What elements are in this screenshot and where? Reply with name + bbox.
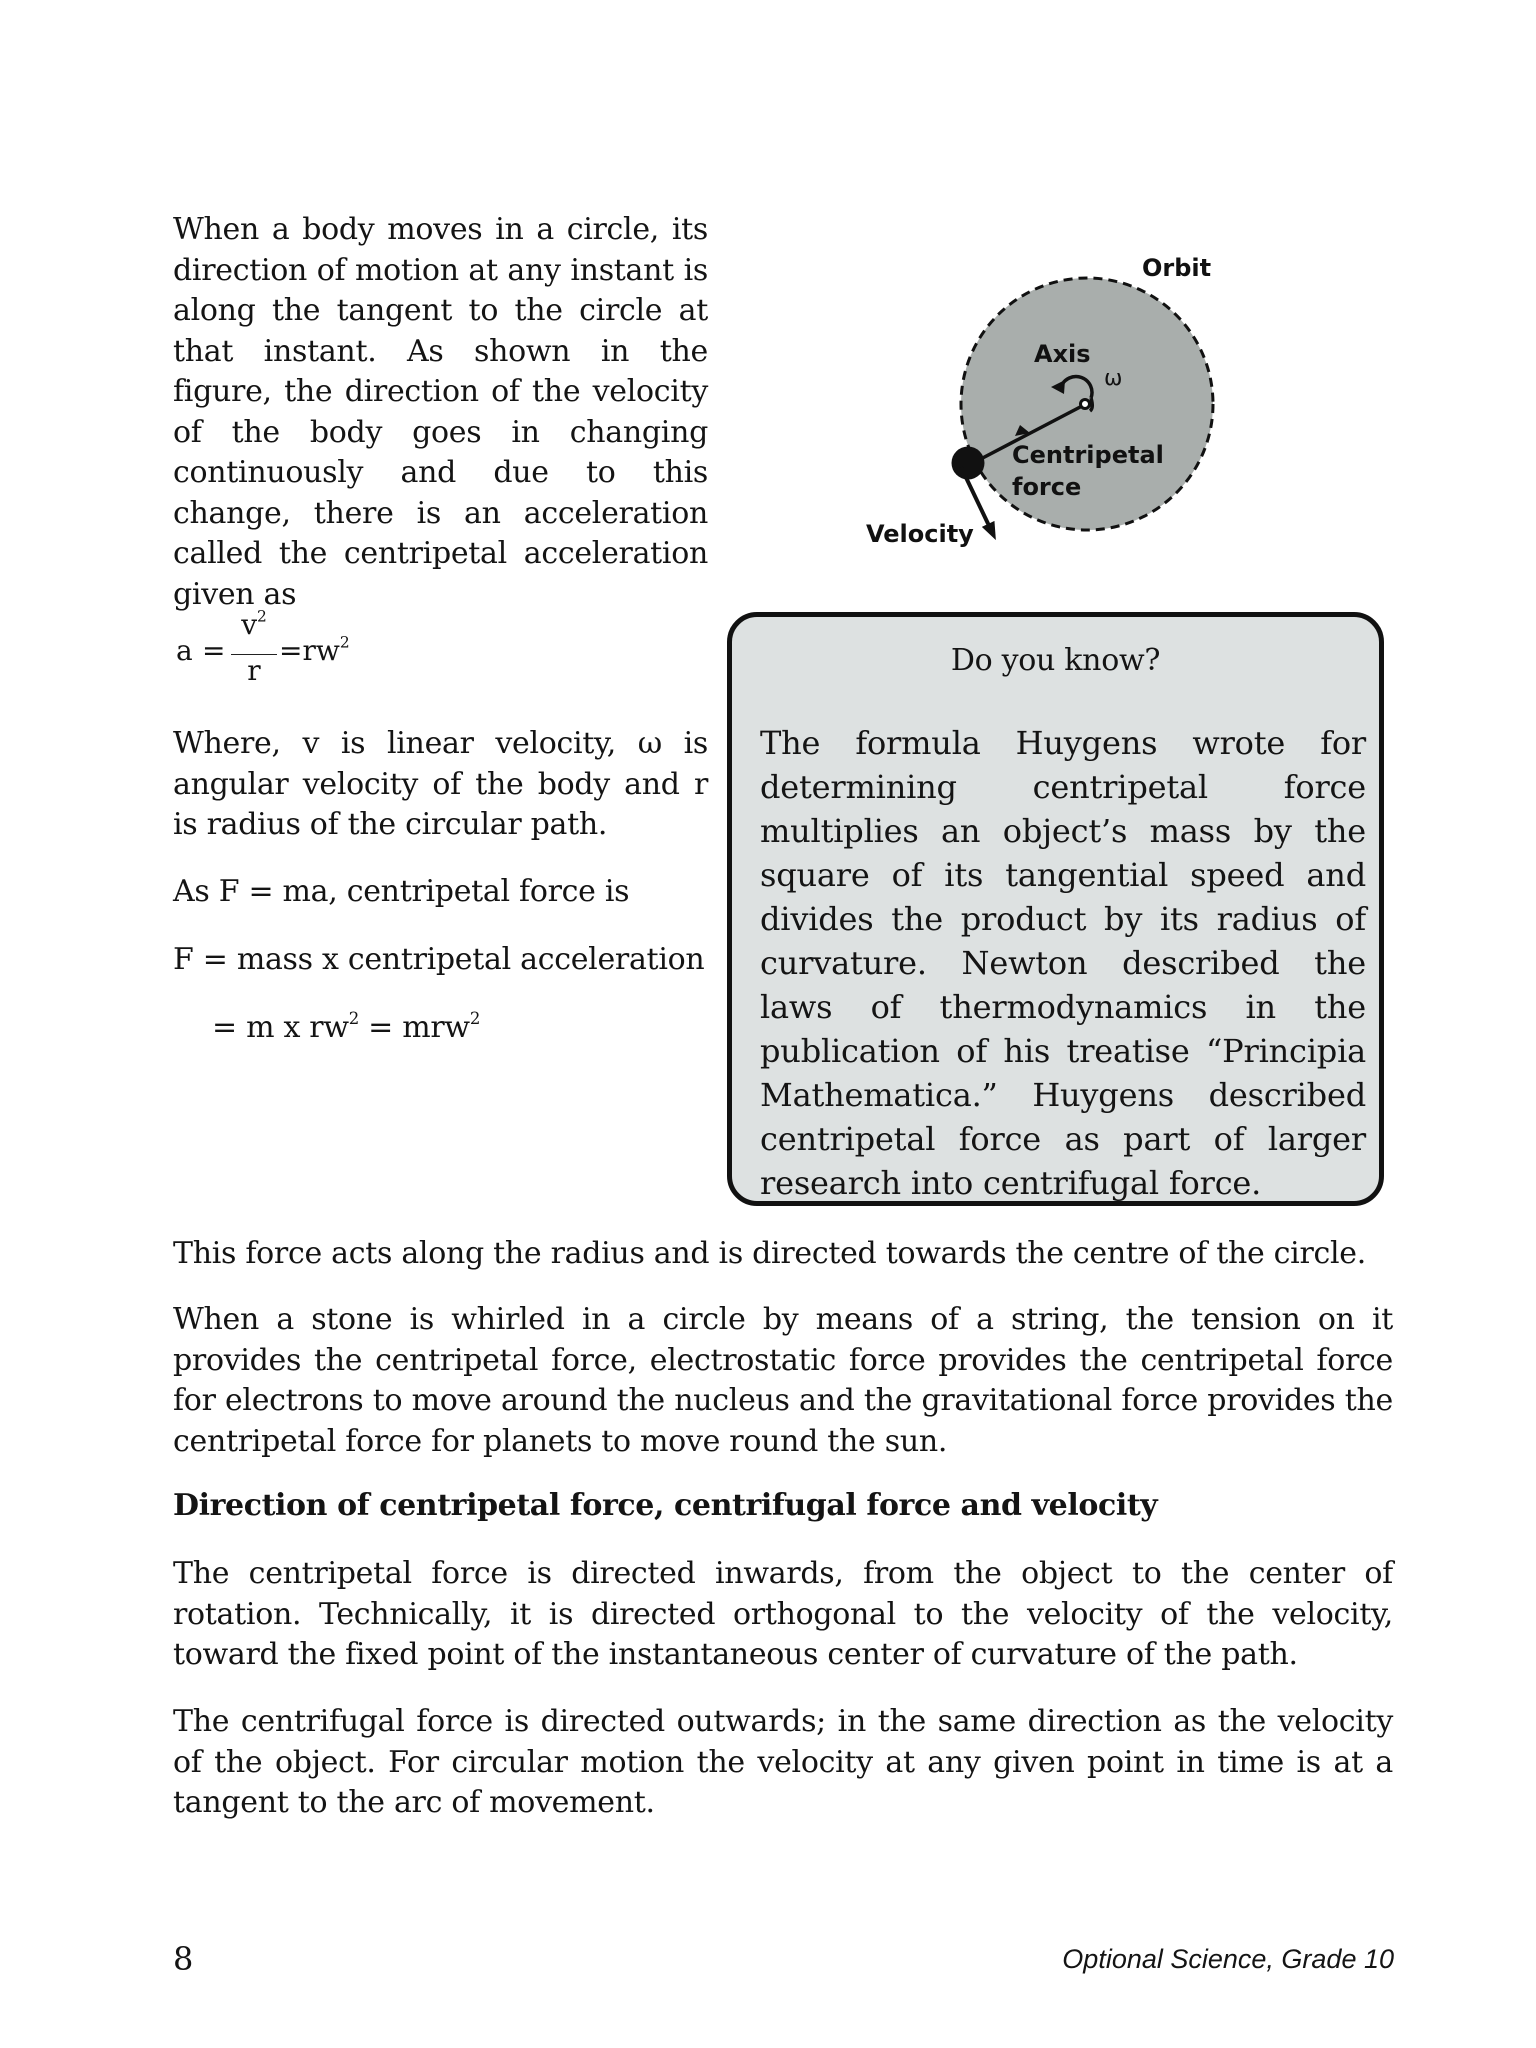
force-result-line: = m x $rw^2 = mrw^2$ — [212, 1008, 481, 1045]
force-direction-line: This force acts along the radius and is directed towards the centre of the circle. — [173, 1236, 1366, 1271]
intro-paragraph: When a body moves in a circle, its direction of motion at any instant is along the tangent to the circle at that instant. As shown in the figure, the direction of the velocity of the body goes in changing continuously and due to this change, there is an acceleration called the centripetal acceleration given as — [173, 212, 708, 612]
page-number: 8 — [173, 1940, 194, 1978]
axis-label: Axis — [1034, 340, 1091, 368]
formula-rhs: $=rw^2$ — [279, 633, 350, 667]
formula-equals-1: = — [202, 634, 226, 667]
body-ball — [952, 447, 985, 480]
section-heading: Direction of centripetal force, centrifugal force and velocity — [173, 1488, 1158, 1523]
circular-motion-diagram — [860, 240, 1240, 580]
do-you-know-title: Do you know? — [950, 643, 1161, 678]
omega-label: ω — [1104, 366, 1123, 391]
orbit-label: Orbit — [1142, 254, 1212, 282]
book-title: Optional Science, Grade 10 — [1062, 1944, 1394, 1974]
formula-fraction — [231, 604, 277, 687]
centrifugal-direction-paragraph: The centrifugal force is directed outwards; in the same direction as the velocity of the object. For circular motion the velocity at any given point in time is at a tangent to the arc of movement. — [173, 1704, 1393, 1820]
formula-lhs: a — [176, 634, 193, 667]
where-paragraph: Where, v is linear velocity, ω is angular velocity of the body and r is radius of the circular path. — [173, 726, 708, 842]
as-f-equals-ma-line: As F = ma, centripetal force is — [173, 874, 630, 909]
do-you-know-body: The formula Huygens wrote for determining centripetal force multiplies an object’s mass by the square of its tangential speed and divides the product by its radius of curvature. Newton described the laws of thermodynamics in the publication of his treatise “Principia Mathematica.” Huygens described centripetal force as part of larger research into centrifugal force. — [760, 724, 1366, 1202]
formula-denominator: r — [247, 654, 261, 687]
velocity-label: Velocity — [866, 520, 974, 548]
formula-numerator: $v^2$ — [241, 607, 267, 641]
centripetal-direction-paragraph: The centripetal force is directed inwards, from the object to the center of rotation. Technically, it is directed orthogonal to the velocity of the velocity, toward the fixed point of the instantaneous center of curvature of the path. — [173, 1556, 1393, 1672]
axis-point — [1081, 400, 1090, 409]
examples-paragraph: When a stone is whirled in a circle by means of a string, the tension on it provides the centripetal force, electrostatic force provides the centripetal force for electrons to move around the nucleus and the gravitational force provides the centripetal force for planets to move round the sun. — [173, 1302, 1393, 1459]
do-you-know-box — [727, 612, 1384, 1206]
centripetal-label-line2: force — [1012, 473, 1082, 501]
centripetal-acceleration-formula — [176, 604, 436, 694]
force-definition-line: F = mass x centripetal acceleration — [173, 942, 705, 977]
centripetal-label-line1: Centripetal — [1012, 441, 1164, 469]
orbit-diagram-svg — [860, 240, 1240, 580]
